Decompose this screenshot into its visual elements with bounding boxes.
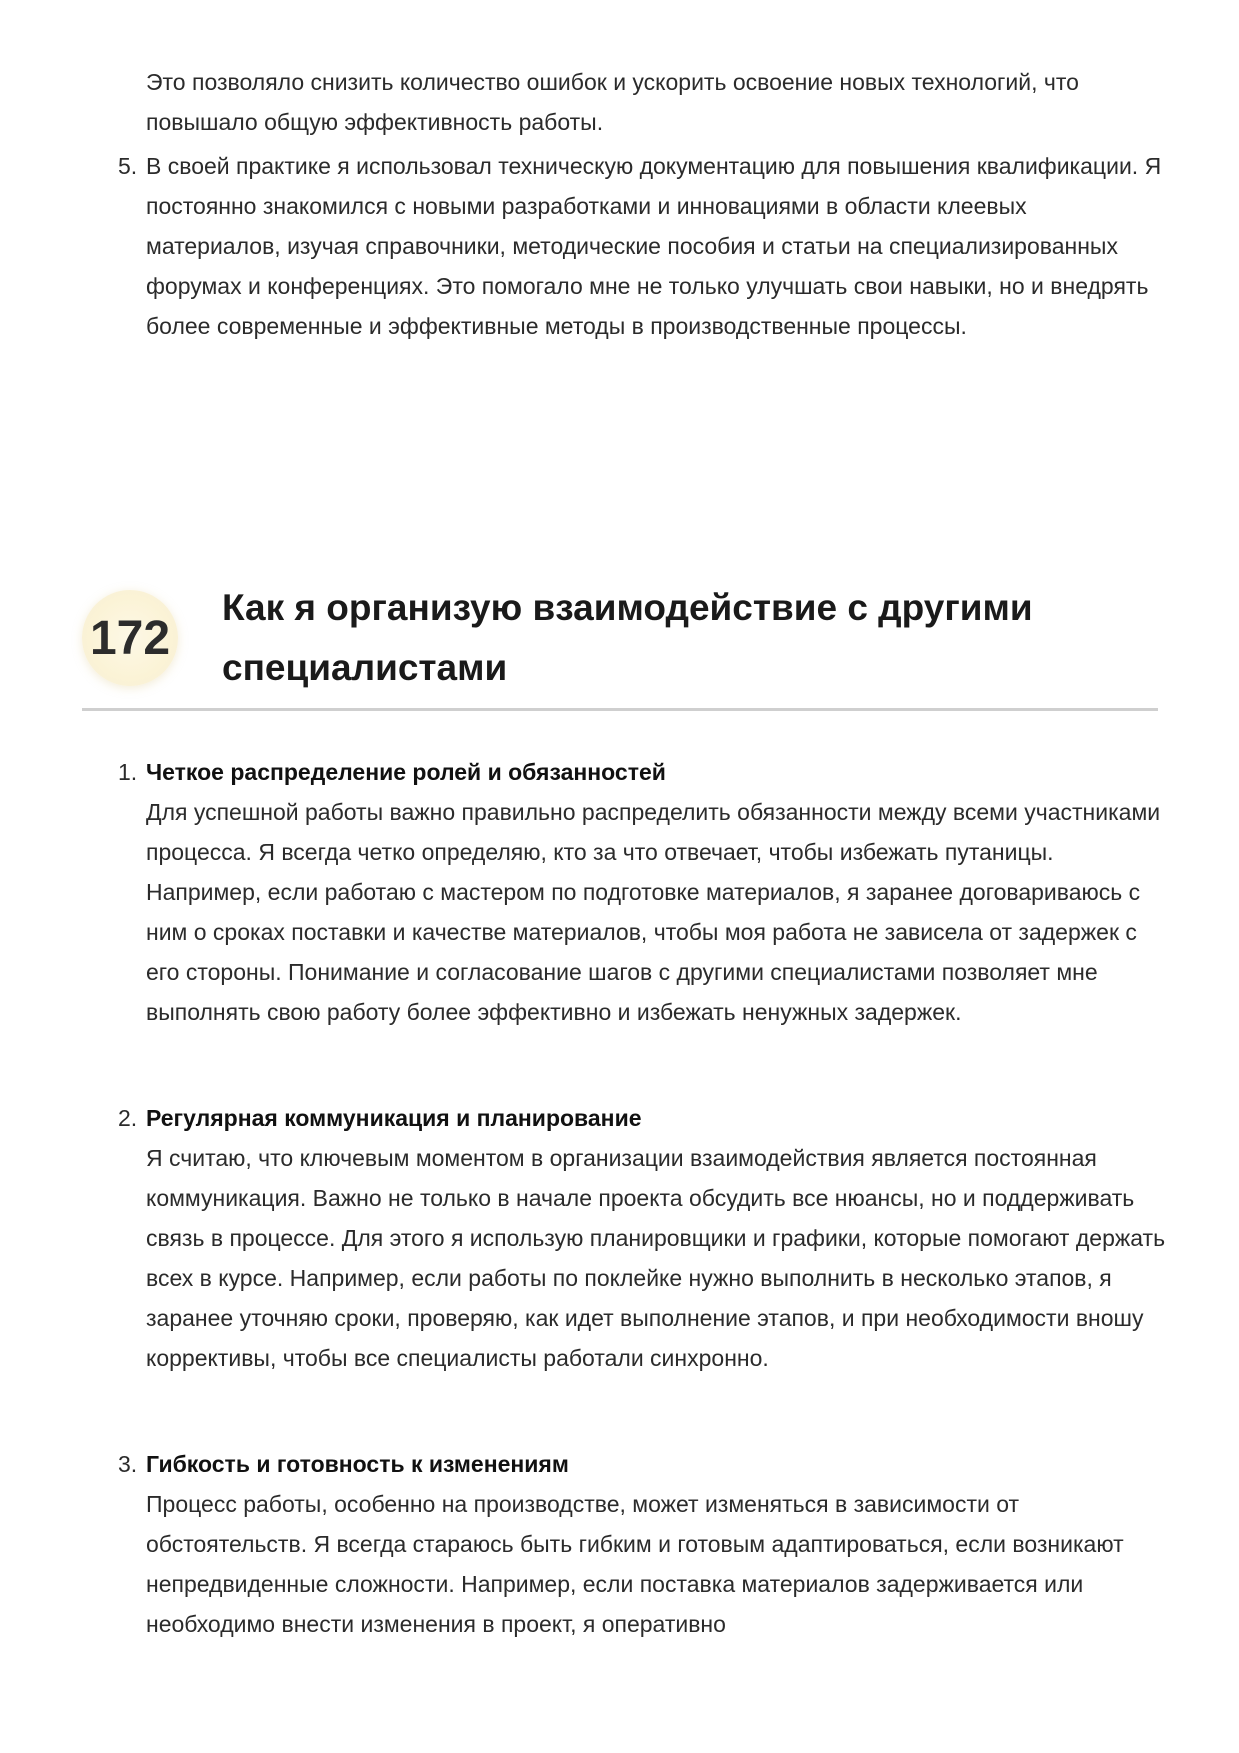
section-title: Как я организую взаимодействие с другими специалистами (222, 587, 1033, 688)
list-item-number: 1. (118, 759, 138, 785)
list-item-number: 2. (118, 1105, 138, 1131)
list-item (118, 146, 1166, 346)
list-item-text: Процесс работы, особенно на производстве, может изменяться в зависимости от обстоятельств. Я всегда стараюсь быть гибким и готовым адаптироваться, если возникают непредвиденные сложности. Например, если поставка материалов задерживается или необходимо внести изменения в проект, я оперативно (146, 1491, 1124, 1637)
section-number-badge: 172 (82, 590, 178, 686)
list-item-text: В своей практике я использовал техническую документацию для повышения квалификации. Я постоянно знакомился с новыми разработками и инновациями в области клеевых материалов, изучая справочники, методические пособия и статьи на специализированных форумах и конференциях. Это помогало мне не только улучшать свои навыки, но и внедрять более современные и эффективные методы в производственные процессы. (146, 153, 1162, 339)
list-item-title: Регулярная коммуникация и планирование (146, 1105, 642, 1131)
list-item-title: Четкое распределение ролей и обязанностей (146, 759, 666, 785)
list-item-title: Гибкость и готовность к изменениям (146, 1451, 569, 1477)
continuation-paragraph: Это позволяло снизить количество ошибок и ускорить освоение новых технологий, что повышало общую эффективность работы. (146, 69, 1079, 135)
section-divider (82, 708, 1158, 711)
list-item-text: Для успешной работы важно правильно распределить обязанности между всеми участниками процесса. Я всегда четко определяю, кто за что отвечает, чтобы избежать путаницы. Например, если работаю с мастером по подготовке материалов, я заранее договариваюсь с ним о сроках поставки и качестве материалов, чтобы моя работа не зависела от задержек с его стороны. Понимание и согласование шагов с другими специалистами позволяет мне выполнять свою работу более эффективно и избежать ненужных задержек. (146, 799, 1161, 1025)
list-item-number: 3. (118, 1451, 138, 1477)
list-item-text: Я считаю, что ключевым моментом в организации взаимодействия является постоянная коммуникация. Важно не только в начале проекта обсудить все нюансы, но и поддерживать связь в процессе. Для этого я использую планировщики и графики, которые помогают держать всех в курсе. Например, если работы по поклейке нужно выполнить в несколько этапов, я заранее уточняю сроки, проверяю, как идет выполнение этапов, и при необходимости вношу коррективы, чтобы все специалисты работали синхронно. (146, 1145, 1166, 1371)
list-item-number: 5. (118, 153, 138, 179)
list-item (118, 1098, 1166, 1378)
list-item (118, 752, 1166, 1032)
list-item (118, 1444, 1166, 1644)
section-header (82, 578, 1162, 710)
